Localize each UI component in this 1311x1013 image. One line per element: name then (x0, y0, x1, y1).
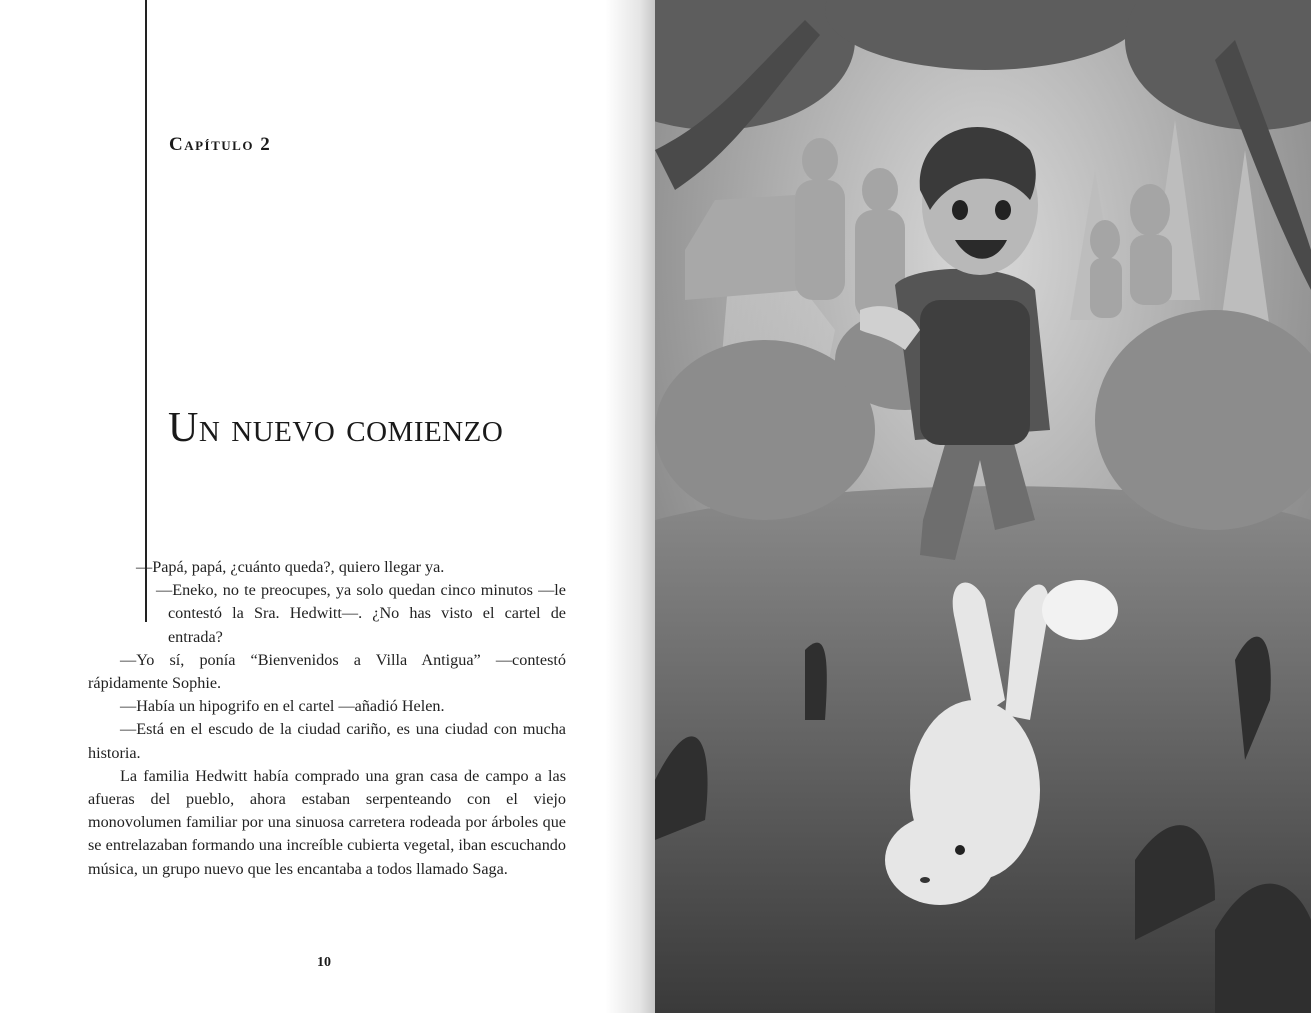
paragraph: —Está en el escudo de la ciudad cariño, es una ciudad con mucha historia. (88, 720, 566, 762)
paragraph (156, 579, 566, 649)
paragraph: —Yo sí, ponía “Bienvenidos a Villa Antigua” —contestó rápidamente Sophie. (88, 650, 566, 693)
paragraph: —Papá, papá, ¿cuánto queda?, quiero llegar ya. (136, 558, 445, 576)
paragraph: La familia Hedwitt había comprado una gran casa de campo a las afueras del pueblo, ahora estaban serpenteando con el viejo monovolumen familiar por una sinuosa carretera rodeada por árboles que se entrelazaban formando una increíble cubierta vegetal, iban escuchando música, un grupo nuevo que les encantaba a todos llamado Saga. (88, 766, 566, 878)
paragraph-text: —Eneko, no te preocupes, ya solo quedan cinco minutos —le contestó la Sra. Hedwitt—. ¿No has visto el cartel de entrada? (156, 581, 566, 646)
illustration-page (655, 0, 1311, 1013)
chapter-title: Un nuevo comienzo (168, 405, 504, 451)
chapter-label: Capítulo 2 (169, 134, 272, 155)
vertical-rule (145, 0, 147, 622)
page-number: 10 (317, 955, 331, 970)
body-text (88, 556, 566, 881)
gutter-shadow (605, 0, 655, 1013)
paragraph: —Había un hipogrifo en el cartel —añadió Helen. (120, 697, 445, 716)
left-page (0, 0, 655, 1013)
forest-illustration (655, 0, 1311, 1013)
